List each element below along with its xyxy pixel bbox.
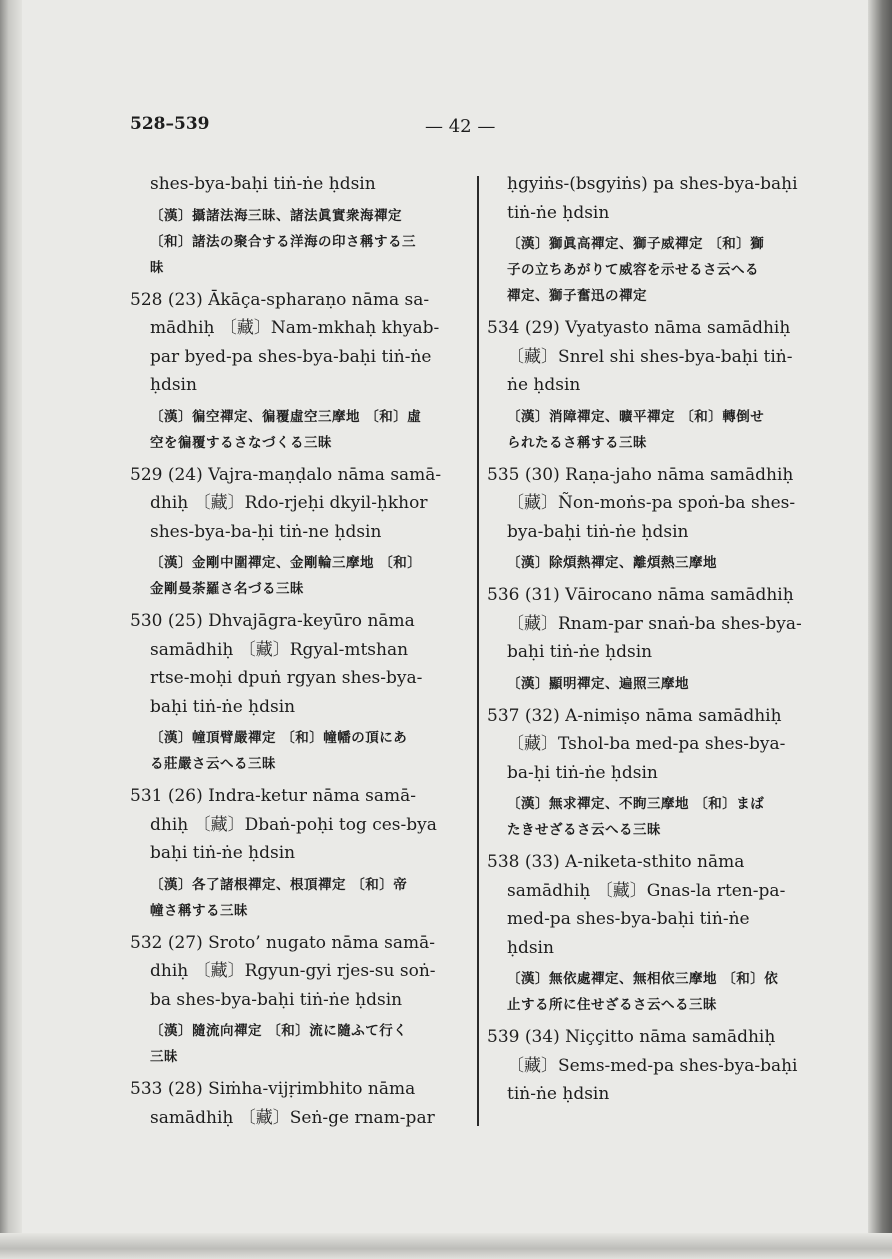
text-line: 〔和〕諸法の聚合する洋海の印さ稱する三 <box>150 233 416 250</box>
text-line: 〔漢〕攝諸法海三昧、諸法眞實衆海禪定 <box>150 207 402 224</box>
running-head-range: 528–539 <box>130 114 210 134</box>
text-line: 〔漢〕無求禪定、不眴三摩地 〔和〕まば <box>507 796 765 812</box>
column-divider <box>477 176 479 1126</box>
text-line: 三昧 <box>150 1049 178 1065</box>
entry-continuation <box>487 170 832 227</box>
text-line: shes-bya-baḥi tiṅ-ṅe ḥdsin <box>150 174 376 194</box>
translation-gloss <box>130 404 475 456</box>
text-line: tiṅ-ṅe ḥdsin <box>507 1084 610 1104</box>
text-line: 〔漢〕顯明禪定、遍照三摩地 <box>507 675 689 692</box>
text-line: られたるさ稱する三昧 <box>507 434 647 451</box>
text-line: 〔漢〕除煩熱禪定、離煩熱三摩地 <box>507 555 717 571</box>
entry-continuation <box>130 170 475 199</box>
translation-gloss <box>130 1018 475 1070</box>
text-line: rtse-moḥi dpuṅ rgyan shes-bya- <box>150 668 423 688</box>
text-line: 536 (31) Vāirocano nāma samādhiḥ <box>487 585 794 605</box>
text-line: dhiḥ 〔藏〕Dbaṅ-poḥi tog ces-bya <box>150 814 437 835</box>
text-line: 528 (23) Ākāça-spharaṇo nāma sa- <box>130 289 430 310</box>
text-line: shes-bya-ba-ḥi tiṅ-ne ḥdsin <box>150 521 382 542</box>
text-line: 〔藏〕Ñon-moṅs-pa spoṅ-ba shes- <box>507 493 796 513</box>
text-line: 539 (34) Niççitto nāma samādhiḥ <box>487 1027 776 1047</box>
text-line: baḥi tiṅ-ṅe ḥdsin <box>150 843 296 863</box>
text-line: 金剛曼荼羅さ名づる三昧 <box>150 581 304 597</box>
translation-gloss <box>487 404 832 456</box>
translation-gloss <box>487 791 832 843</box>
text-line: dhiḥ 〔藏〕Rdo-rjeḥi dkyil-ḥkhor <box>150 493 428 513</box>
dictionary-entry <box>487 1023 832 1109</box>
text-line: 空を徧覆するさなづくる三昧 <box>150 434 332 451</box>
text-line: 〔藏〕Tshol-ba med-pa shes-bya- <box>507 734 786 754</box>
text-line: 〔藏〕Snrel shi shes-bya-baḥi tiṅ- <box>507 346 793 367</box>
translation-gloss <box>487 671 832 697</box>
translation-gloss <box>487 966 832 1018</box>
text-line: 〔漢〕無依處禪定、無相依三摩地 〔和〕依 <box>507 971 779 987</box>
dictionary-entry <box>130 782 475 868</box>
text-line: 〔藏〕Rnam-par snaṅ-ba shes-bya- <box>507 613 802 634</box>
text-line: dhiḥ 〔藏〕Rgyun-gyi rjes-su soṅ- <box>150 961 436 981</box>
text-line: med-pa shes-bya-baḥi tiṅ-ṅe <box>507 909 750 929</box>
text-line: 〔漢〕消障禪定、曠平禪定 〔和〕轉倒せ <box>507 408 765 425</box>
text-line: ḥgyiṅs-(bsgyiṅs) pa shes-bya-baḥi <box>507 174 798 194</box>
text-line: samādhiḥ 〔藏〕Rgyal-mtshan <box>150 639 409 660</box>
page-binding-shadow <box>0 0 22 1259</box>
text-line: 〔漢〕幢頂臂嚴禪定 〔和〕幢幡の頂にあ <box>150 730 408 746</box>
text-line: samādhiḥ 〔藏〕Gnas-la rten-pa- <box>507 880 786 901</box>
text-line: baḥi tiṅ-ṅe ḥdsin <box>507 642 653 662</box>
text-line: ba shes-bya-baḥi tiṅ-ṅe ḥdsin <box>150 989 403 1010</box>
text-line: 531 (26) Indra-ketur nāma samā- <box>130 786 416 806</box>
text-line: 537 (32) A-nimiṣo nāma samādhiḥ <box>487 705 782 726</box>
translation-gloss <box>130 550 475 602</box>
left-column <box>130 170 475 1132</box>
text-line: たきせざるさ云へる三昧 <box>507 822 661 838</box>
dictionary-entry <box>130 461 475 547</box>
text-line: par byed-pa shes-bya-baḥi tiṅ-ṅe <box>150 346 432 367</box>
text-line: 532 (27) Sroto’ nugato nāma samā- <box>130 932 436 953</box>
dictionary-entry <box>130 286 475 400</box>
text-line: samādhiḥ 〔藏〕Seṅ-ge rnam-par <box>150 1107 435 1128</box>
text-line: 昧 <box>150 259 164 276</box>
page-number: — 42 — <box>425 116 496 137</box>
text-line: 止する所に住せざるさ云へる三昧 <box>507 997 717 1013</box>
text-line: 〔藏〕Sems-med-pa shes-bya-baḥi <box>507 1055 798 1076</box>
text-line: baḥi tiṅ-ṅe ḥdsin <box>150 696 296 717</box>
translation-gloss <box>130 203 475 281</box>
text-line: 〔漢〕隨流向禪定 〔和〕流に隨ふて行く <box>150 1023 408 1039</box>
page-bottom-edge <box>0 1233 892 1259</box>
text-line: 530 (25) Dhvajāgra-keyūro nāma <box>130 611 415 631</box>
text-line: ba-ḥi tiṅ-ṅe ḥdsin <box>507 762 658 783</box>
dictionary-entry <box>130 1075 475 1132</box>
text-line: ḥdsin <box>150 375 197 395</box>
text-line: 禪定、獅子奮迅の禪定 <box>507 288 647 304</box>
text-line: 幢さ稱する三昧 <box>150 902 248 919</box>
text-line: 〔漢〕各了諸根禪定、根頂禪定 〔和〕帝 <box>150 876 408 893</box>
dictionary-entry <box>487 581 832 667</box>
text-line: ḥdsin <box>507 937 554 958</box>
text-line: 529 (24) Vajra-maṇḍalo nāma samā- <box>130 464 442 485</box>
text-line: 533 (28) Siṁha-vijṛimbhito nāma <box>130 1079 416 1099</box>
translation-gloss <box>487 231 832 309</box>
text-line: 538 (33) A-niketa-sthito nāma <box>487 852 745 872</box>
page-edge-shadow <box>868 0 892 1259</box>
text-line: bya-baḥi tiṅ-ṅe ḥdsin <box>507 521 689 542</box>
text-line: mādhiḥ 〔藏〕Nam-mkhaḥ khyab- <box>150 318 440 338</box>
text-line: tiṅ-ṅe ḥdsin <box>507 202 610 223</box>
dictionary-entry <box>487 702 832 788</box>
text-line: 535 (30) Raṇa-jaho nāma samādhiḥ <box>487 464 794 485</box>
text-line: る莊嚴さ云へる三昧 <box>150 756 276 772</box>
text-line: ṅe ḥdsin <box>507 375 581 395</box>
text-line: 〔漢〕徧空禪定、徧覆虛空三摩地 〔和〕虛 <box>150 408 422 425</box>
text-line: 534 (29) Vyatyasto nāma samādhiḥ <box>487 318 791 338</box>
translation-gloss <box>130 872 475 924</box>
right-column <box>487 170 832 1109</box>
text-line: 子の立ちあがりて威容を示せるさ云へる <box>507 262 759 278</box>
dictionary-entry <box>487 461 832 547</box>
dictionary-entry <box>130 607 475 721</box>
dictionary-entry <box>487 314 832 400</box>
text-line: 〔漢〕獅眞高禪定、獅子威禪定 〔和〕獅 <box>507 236 765 252</box>
dictionary-entry <box>487 848 832 962</box>
text-line: 〔漢〕金剛中圍禪定、金剛輪三摩地 〔和〕 <box>150 555 422 571</box>
translation-gloss <box>487 550 832 576</box>
dictionary-entry <box>130 929 475 1015</box>
translation-gloss <box>130 725 475 777</box>
